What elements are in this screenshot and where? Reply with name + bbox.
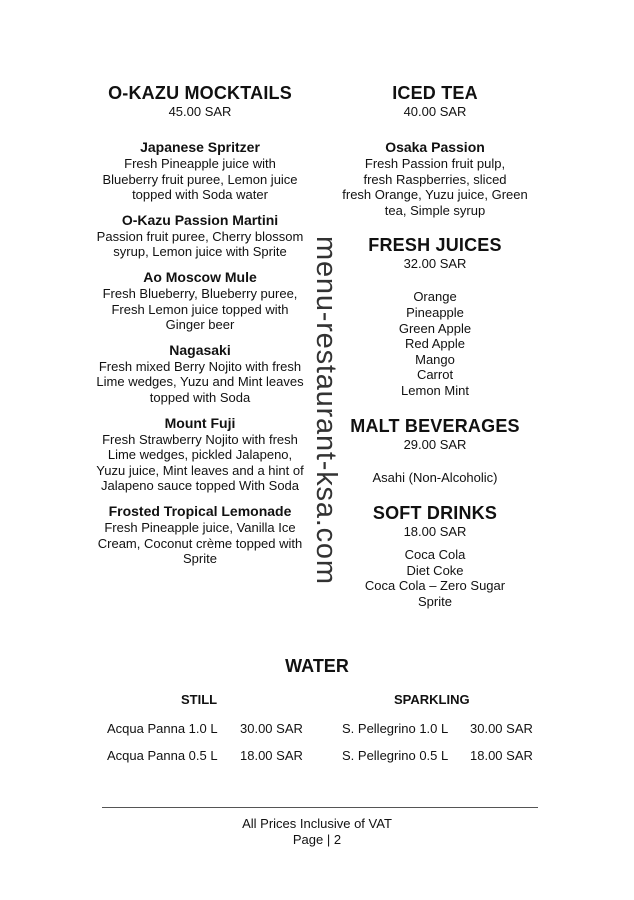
soft-drinks-price: 18.00 SAR [403, 524, 467, 540]
item-desc-line: Fresh Passion fruit pulp, [364, 156, 506, 171]
list-item: Carrot [416, 367, 454, 383]
item-desc-line: Fresh Blueberry, Blueberry puree, [102, 285, 298, 301]
item-desc-line: Cream, Coconut crème topped with [97, 535, 303, 551]
list-item: Pineapple [406, 304, 464, 320]
malt-price: 29.00 SAR [403, 436, 467, 452]
item-desc-line: fresh Raspberries, sliced [363, 171, 507, 187]
item-desc-line: Yuzu juice, Mint leaves and a hint of [96, 462, 304, 478]
malt-section [330, 415, 540, 486]
item-desc-line: Fresh Pineapple juice, Vanilla Ice [104, 519, 296, 535]
menu-item [80, 212, 320, 260]
item-desc-line: Fresh mixed Berry Nojito with fresh [98, 358, 302, 374]
item-desc-line: topped with Soda [149, 389, 251, 405]
item-desc-line: Fresh Strawberry Nojito with fresh [102, 431, 298, 447]
item-desc-line: Lime wedges, Yuzu and Mint leaves [96, 374, 304, 390]
list-item: Green Apple [398, 320, 472, 336]
item-name: Nagasaki [169, 341, 231, 358]
item-name: Ao Moscow Mule [143, 268, 257, 285]
list-item: Mango [415, 351, 455, 367]
water-item-price: 18.00 SAR [470, 748, 533, 763]
water-item-price: 18.00 SAR [240, 748, 303, 763]
item-name: Frosted Tropical Lemonade [108, 502, 292, 519]
fresh-juices-section [330, 234, 540, 398]
malt-title: MALT BEVERAGES [350, 415, 520, 436]
item-desc-line: Fresh Lemon juice topped with [111, 301, 289, 317]
list-item: Diet Coke [406, 562, 464, 578]
item-desc-line: fresh Orange, Yuzu juice, Green [342, 187, 528, 203]
still-header: STILL [181, 692, 218, 707]
iced-tea-price: 40.00 SAR [403, 104, 467, 119]
item-name: Osaka Passion [385, 139, 485, 155]
menu-item [80, 139, 320, 203]
right-column [330, 82, 540, 610]
footer-divider [102, 807, 538, 808]
item-desc-line: Passion fruit puree, Cherry blossom [96, 228, 304, 244]
menu-item [80, 269, 320, 333]
menu-item [80, 415, 320, 494]
fresh-juices-title: FRESH JUICES [368, 235, 502, 256]
item-desc-line: Jalapeno sauce topped With Soda [100, 478, 300, 494]
mocktails-section [80, 82, 320, 567]
water-item-price: 30.00 SAR [240, 721, 303, 736]
list-item: Orange [413, 289, 457, 305]
item-desc-line: Sprite [183, 551, 217, 567]
water-title: WATER [285, 656, 349, 676]
item-desc-line: Lime wedges, pickled Jalapeno, [107, 447, 293, 463]
menu-item [80, 503, 320, 567]
soft-drinks-section [330, 502, 540, 609]
list-item: Sprite [418, 593, 452, 609]
item-desc-line: topped with Soda water [132, 187, 268, 203]
list-item: Lemon Mint [401, 382, 469, 398]
list-item: Asahi (Non-Alcoholic) [372, 469, 498, 485]
list-item: Coca Cola [404, 547, 466, 563]
water-item-name: Acqua Panna 0.5 L [107, 748, 218, 763]
mocktails-title: O-KAZU MOCKTAILS [108, 83, 292, 103]
item-name: O-Kazu Passion Martini [121, 211, 279, 228]
mocktails-price: 45.00 SAR [168, 104, 232, 119]
vat-note: All Prices Inclusive of VAT [242, 816, 392, 831]
item-desc-line: syrup, Lemon juice with Sprite [113, 244, 287, 260]
water-item-name: Acqua Panna 1.0 L [107, 721, 218, 736]
page-number: Page | 2 [292, 832, 342, 847]
sparkling-header: SPARKLING [394, 692, 470, 707]
list-item: Coca Cola – Zero Sugar [364, 578, 506, 594]
item-name: Mount Fuji [164, 414, 236, 431]
item-desc-line: Fresh Pineapple juice with [124, 156, 276, 171]
water-item-name: S. Pellegrino 1.0 L [342, 721, 449, 736]
item-name: Japanese Spritzer [140, 139, 260, 155]
item-desc-line: Ginger beer [165, 317, 235, 333]
item-desc-line: Blueberry fruit puree, Lemon juice [102, 171, 298, 187]
water-item-name: S. Pellegrino 0.5 L [342, 748, 449, 763]
item-desc-line: tea, Simple syrup [384, 202, 486, 218]
menu-item [80, 342, 320, 406]
iced-tea-section [330, 82, 540, 218]
watermark-text: menu-restaurant-ksa.com [310, 236, 342, 585]
iced-tea-title: ICED TEA [392, 83, 478, 103]
list-item: Red Apple [405, 336, 465, 352]
soft-drinks-title: SOFT DRINKS [372, 503, 498, 524]
water-item-price: 30.00 SAR [470, 721, 533, 736]
fresh-juices-price: 32.00 SAR [403, 256, 467, 272]
